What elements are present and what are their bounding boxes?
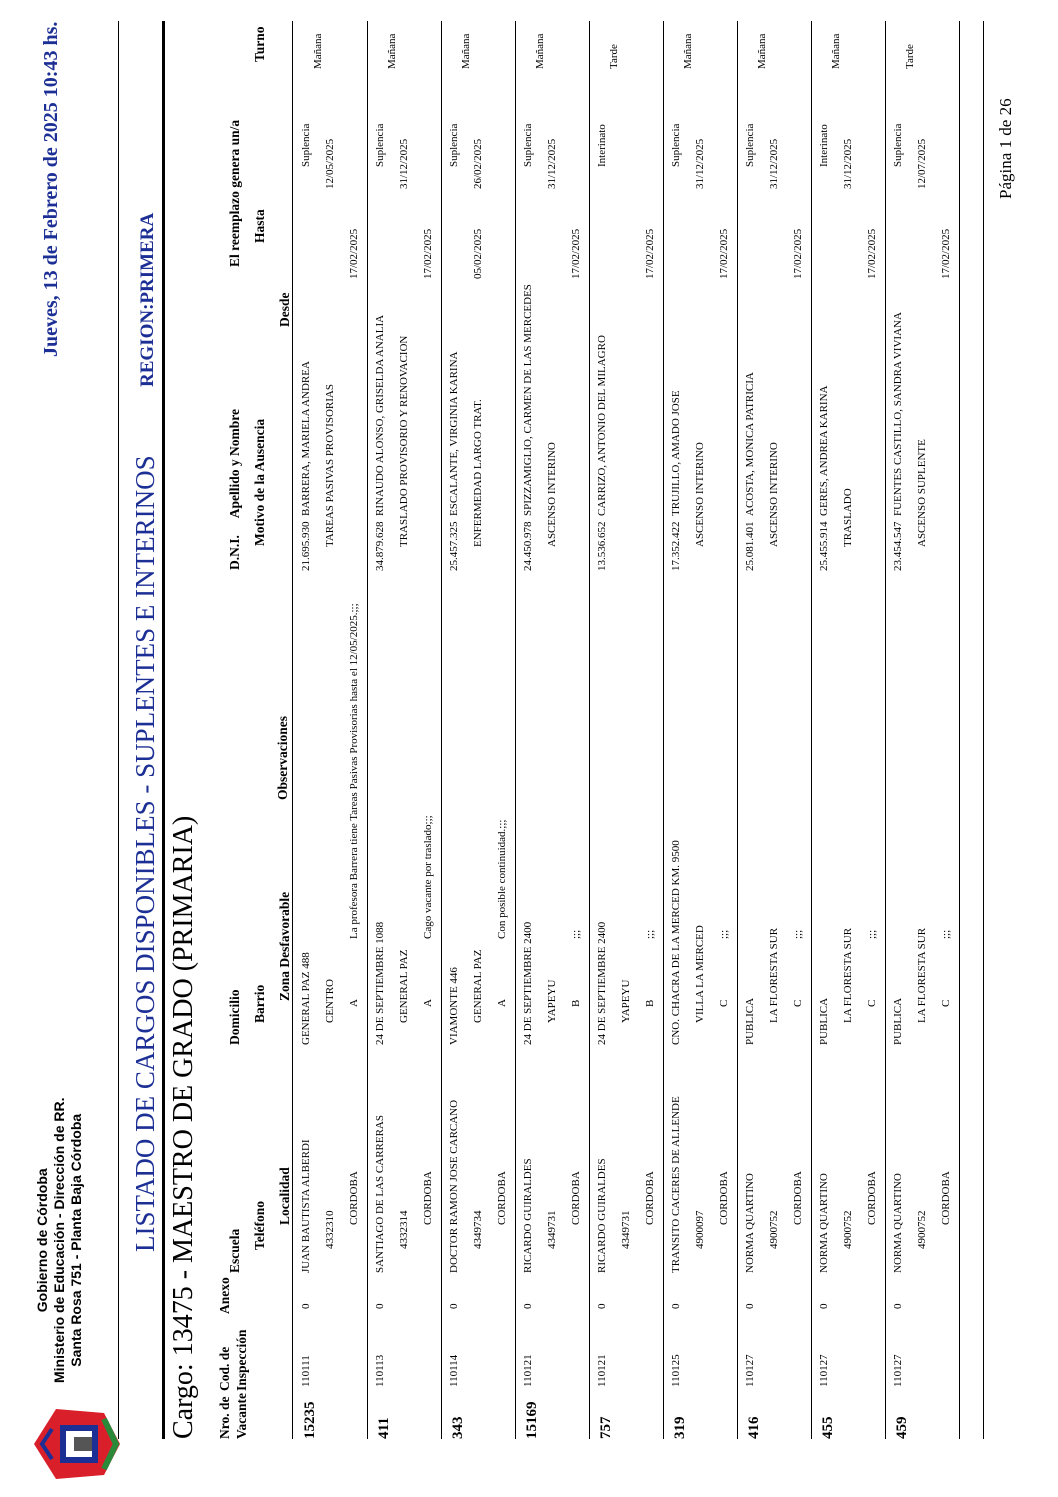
cell-barrio: YAPEYU bbox=[546, 979, 558, 1023]
cell-zona: B bbox=[570, 999, 582, 1007]
header-desde: Desde bbox=[277, 292, 292, 327]
cell-dni: 34.879.628 bbox=[374, 521, 386, 571]
cell-barrio: GENERAL PAZ bbox=[472, 949, 484, 1023]
cell-genera: Interinato bbox=[596, 124, 608, 167]
cell-cod: 110127 bbox=[744, 1354, 756, 1387]
cell-turno: Mañana bbox=[312, 33, 324, 69]
cell-telefono: 4332314 bbox=[398, 1210, 410, 1249]
header-reemplazo-group bbox=[222, 120, 297, 327]
cell-desde: 17/02/2025 bbox=[940, 228, 952, 279]
cell-dni-nombre bbox=[294, 361, 318, 571]
cell-observaciones: La profesora Barrera tiene Tareas Pasivas Provisorias hasta el 12/05/2025.;;; bbox=[348, 603, 360, 939]
cell-barrio: CENTRO bbox=[324, 979, 336, 1023]
cell-nro: 15235 bbox=[302, 1401, 318, 1439]
cell-nro: 15169 bbox=[524, 1401, 540, 1439]
cell-hasta: 31/12/2025 bbox=[842, 138, 854, 189]
cell-motivo: ASCENSO INTERINO bbox=[546, 442, 558, 547]
cell-nro: 411 bbox=[376, 1417, 392, 1439]
cell-dni: 13.536.652 bbox=[596, 521, 608, 571]
cell-turno: Tarde bbox=[904, 44, 916, 69]
cell-desde: 17/02/2025 bbox=[422, 228, 434, 279]
cell-domicilio: 24 DE SEPTIEMBRE 1088 bbox=[374, 921, 386, 1045]
cell-genera: Suplencia bbox=[448, 123, 460, 167]
cell-motivo: ASCENSO INTERINO bbox=[694, 442, 706, 547]
cell-anexo: 0 bbox=[300, 1303, 312, 1309]
footer-divider bbox=[983, 21, 984, 1439]
cell-barrio: VILLA LA MERCED bbox=[694, 925, 706, 1023]
cell-observaciones: ;;; bbox=[866, 929, 878, 939]
cell-observaciones: ;;; bbox=[792, 929, 804, 939]
cell-nombre: BARRERA, MARIELA ANDREA bbox=[300, 361, 312, 516]
cell-dni-nombre bbox=[442, 352, 466, 571]
cell-nombre: GERES, ANDREA KARINA bbox=[818, 385, 830, 516]
cell-escuela: NORMA QUARTINO bbox=[818, 1173, 830, 1273]
cell-turno: Tarde bbox=[608, 44, 620, 69]
cell-localidad: CORDOBA bbox=[570, 1171, 582, 1225]
header-motivo: Motivo de la Ausencia bbox=[252, 418, 267, 546]
cell-turno: Mañana bbox=[460, 33, 472, 69]
header-anexo: Anexo bbox=[217, 1277, 232, 1314]
cell-escuela: DOCTOR RAMON JOSE CARCANO bbox=[448, 1099, 460, 1273]
cell-dni: 23.454.547 bbox=[892, 521, 904, 571]
cell-hasta: 31/12/2025 bbox=[398, 138, 410, 189]
cell-domicilio: 24 DE SEPTIEMBRE 2400 bbox=[596, 921, 608, 1045]
cell-genera: Suplencia bbox=[670, 123, 682, 167]
cell-nro: 343 bbox=[450, 1416, 466, 1439]
cell-escuela: RICARDO GUIRALDES bbox=[596, 1158, 608, 1273]
cell-cod: 110113 bbox=[374, 1354, 386, 1387]
cell-nro: 459 bbox=[894, 1416, 910, 1439]
cell-motivo: TRASLADO bbox=[842, 488, 854, 547]
cell-genera: Suplencia bbox=[522, 123, 534, 167]
table-row bbox=[812, 21, 886, 1439]
org-name: Gobierno de Córdoba bbox=[34, 1168, 50, 1313]
org-address: Santa Rosa 751 - Planta Baja Córdoba bbox=[68, 1113, 84, 1367]
cell-telefono: 4900097 bbox=[694, 1210, 706, 1249]
cell-genera: Suplencia bbox=[892, 123, 904, 167]
page-number: Página 1 de 26 bbox=[996, 98, 1015, 199]
cell-genera: Suplencia bbox=[744, 123, 756, 167]
region-label: REGION:PRIMERA bbox=[137, 212, 158, 387]
cell-hasta: 31/12/2025 bbox=[768, 138, 780, 189]
cell-observaciones: Con posible continuidad.;;; bbox=[496, 819, 508, 939]
cell-zona: C bbox=[940, 999, 952, 1007]
cell-nombre: TRUJILLO, AMADO JOSE bbox=[670, 390, 682, 516]
cell-turno: Mañana bbox=[682, 33, 694, 69]
table-row bbox=[738, 21, 812, 1439]
header-escuela-group bbox=[222, 1167, 297, 1273]
cell-domicilio: PUBLICA bbox=[744, 997, 756, 1045]
cell-telefono: 4900752 bbox=[916, 1210, 928, 1249]
cell-zona: C bbox=[718, 999, 730, 1007]
cell-cod: 110121 bbox=[522, 1354, 534, 1387]
cell-hasta: 12/07/2025 bbox=[916, 138, 928, 189]
cell-nro: 416 bbox=[746, 1416, 762, 1439]
header-hasta: Hasta bbox=[252, 209, 267, 243]
cell-zona: A bbox=[496, 999, 508, 1007]
cell-anexo: 0 bbox=[744, 1303, 756, 1309]
cell-escuela: RICARDO GUIRALDES bbox=[522, 1158, 534, 1273]
header-reemplazo: El reemplazo genera un/a bbox=[227, 119, 242, 267]
table-row bbox=[664, 21, 738, 1439]
cell-localidad: CORDOBA bbox=[422, 1171, 434, 1225]
cell-telefono: 4900752 bbox=[842, 1210, 854, 1249]
cell-motivo: TAREAS PASIVAS PROVISORIAS bbox=[324, 384, 336, 547]
cell-nro: 319 bbox=[672, 1416, 688, 1439]
cell-zona: A bbox=[422, 999, 434, 1007]
cell-motivo: ASCENSO SUPLENTE bbox=[916, 439, 928, 547]
cell-localidad: CORDOBA bbox=[866, 1171, 878, 1225]
cell-nombre: CARRIZO, ANTONIO DEL MILAGRO bbox=[596, 335, 608, 516]
org-ministry: Ministerio de Educación - Dirección de RR. bbox=[51, 1097, 67, 1383]
cell-domicilio: PUBLICA bbox=[892, 997, 904, 1045]
cell-barrio: LA FLORESTA SUR bbox=[768, 927, 780, 1023]
cell-anexo: 0 bbox=[892, 1303, 904, 1309]
cell-nombre: ESCALANTE, VIRGINIA KARINA bbox=[448, 351, 460, 516]
cell-domicilio: VIAMONTE 446 bbox=[448, 967, 460, 1045]
cell-observaciones: Cago vacante por traslado;;; bbox=[422, 815, 434, 939]
cell-domicilio: 24 DE SEPTIEMBRE 2400 bbox=[522, 921, 534, 1045]
cell-dni-nombre bbox=[886, 312, 910, 571]
header-observaciones: Observaciones bbox=[275, 716, 290, 800]
cell-cod: 110111 bbox=[300, 1355, 312, 1387]
cell-motivo: ASCENSO INTERINO bbox=[768, 442, 780, 547]
cell-domicilio: PUBLICA bbox=[818, 997, 830, 1045]
cell-turno: Mañana bbox=[534, 33, 546, 69]
cell-turno: Mañana bbox=[756, 33, 768, 69]
cell-cod: 110114 bbox=[448, 1354, 460, 1387]
cell-localidad: CORDOBA bbox=[940, 1171, 952, 1225]
header-persona-group bbox=[222, 409, 272, 570]
cell-desde: 05/02/2025 bbox=[472, 228, 484, 279]
cell-escuela: TRANSITO CACERES DE ALLENDE bbox=[670, 1096, 682, 1273]
cell-genera: Suplencia bbox=[374, 123, 386, 167]
cell-hasta: 12/05/2025 bbox=[324, 138, 336, 189]
header-cod-inspeccion: Cod. de Inspección bbox=[217, 1329, 249, 1391]
cell-localidad: CORDOBA bbox=[348, 1171, 360, 1225]
cell-anexo: 0 bbox=[596, 1303, 608, 1309]
cell-dni: 21.695.930 bbox=[300, 521, 312, 571]
cell-motivo: TRASLADO PROVISORIO Y RENOVACION bbox=[398, 335, 410, 547]
cell-telefono: 4900752 bbox=[768, 1210, 780, 1249]
cell-dni: 25.457.325 bbox=[448, 521, 460, 571]
cargo-divider bbox=[162, 21, 165, 1439]
cell-dni: 24.450.978 bbox=[522, 521, 534, 571]
cell-desde: 17/02/2025 bbox=[348, 228, 360, 279]
top-divider bbox=[118, 21, 119, 1439]
cell-genera: Interinato bbox=[818, 124, 830, 167]
cell-localidad: CORDOBA bbox=[496, 1171, 508, 1225]
cell-turno: Mañana bbox=[830, 33, 842, 69]
cell-desde: 17/02/2025 bbox=[718, 228, 730, 279]
table-row bbox=[590, 21, 664, 1439]
cell-motivo: ENFERMEDAD LARGO TRAT. bbox=[472, 399, 484, 547]
cell-zona: C bbox=[866, 999, 878, 1007]
cell-zona: C bbox=[792, 999, 804, 1007]
header-telefono: Teléfono bbox=[252, 1200, 267, 1250]
cell-barrio: GENERAL PAZ bbox=[398, 949, 410, 1023]
cell-observaciones: ;;; bbox=[644, 929, 656, 939]
header-domicilio: Domicilio bbox=[227, 989, 242, 1045]
cargo-heading: Cargo: 13475 - MAESTRO DE GRADO (PRIMARIA) bbox=[168, 815, 199, 1439]
cell-telefono: 4349731 bbox=[620, 1210, 632, 1249]
cell-domicilio: CNO. CHACRA DE LA MERCED KM. 9500 bbox=[670, 840, 682, 1045]
cell-observaciones: ;;; bbox=[570, 929, 582, 939]
cell-nombre: FUENTES CASTILLO, SANDRA VIVIANA bbox=[892, 312, 904, 516]
cell-observaciones: ;;; bbox=[940, 929, 952, 939]
header-nro: Nro. de Vacante bbox=[217, 1393, 249, 1439]
cell-observaciones: ;;; bbox=[718, 929, 730, 939]
header-apellido: Apellido y Nombre bbox=[227, 408, 242, 519]
header-escuela: Escuela bbox=[227, 1228, 242, 1273]
cordoba-coat-of-arms-logo bbox=[30, 1399, 122, 1489]
report-date: Jueves, 13 de Febrero de 2025 10:43 hs. bbox=[40, 21, 62, 357]
header-barrio: Barrio bbox=[252, 984, 267, 1023]
cell-nro: 757 bbox=[598, 1416, 614, 1439]
cell-dni-nombre bbox=[738, 372, 762, 571]
cell-turno: Mañana bbox=[386, 33, 398, 69]
cell-nombre: RINAUDO ALONSO, GRISELDA ANALIA bbox=[374, 314, 386, 516]
cell-anexo: 0 bbox=[670, 1303, 682, 1309]
cell-nombre: SPIZZAMIGLIO, CARMEN DE LAS MERCEDES bbox=[522, 284, 534, 516]
cell-desde: 17/02/2025 bbox=[570, 228, 582, 279]
cell-dni-nombre bbox=[812, 386, 836, 571]
cell-cod: 110127 bbox=[892, 1354, 904, 1387]
cell-nombre: ACOSTA, MONICA PATRICIA bbox=[744, 372, 756, 516]
cell-desde: 17/02/2025 bbox=[792, 228, 804, 279]
cell-desde: 17/02/2025 bbox=[644, 228, 656, 279]
cell-telefono: 4349731 bbox=[546, 1210, 558, 1249]
table-row bbox=[516, 21, 590, 1439]
cell-cod: 110125 bbox=[670, 1354, 682, 1387]
header-dni: D.N.I. bbox=[227, 535, 242, 570]
table-row bbox=[368, 21, 442, 1439]
cell-dni-nombre bbox=[664, 390, 688, 571]
cell-zona: B bbox=[644, 999, 656, 1007]
cell-dni-nombre bbox=[590, 335, 614, 571]
cell-anexo: 0 bbox=[448, 1303, 460, 1309]
cell-escuela: JUAN BAUTISTA ALBERDI bbox=[300, 1139, 312, 1273]
cell-zona: A bbox=[348, 999, 360, 1007]
header-domicilio-group bbox=[222, 892, 297, 1045]
cell-dni-nombre bbox=[368, 315, 392, 571]
cell-genera: Suplencia bbox=[300, 123, 312, 167]
header-turno: Turno bbox=[252, 26, 267, 62]
header-divider bbox=[292, 21, 293, 1439]
header-localidad: Localidad bbox=[277, 1167, 292, 1225]
cell-cod: 110127 bbox=[818, 1354, 830, 1387]
cell-anexo: 0 bbox=[522, 1303, 534, 1309]
cell-escuela: SANTIAGO DE LAS CARRERAS bbox=[374, 1115, 386, 1273]
organization-block bbox=[34, 1098, 85, 1384]
cell-telefono: 4349734 bbox=[472, 1210, 484, 1249]
table-row bbox=[294, 21, 368, 1439]
cell-anexo: 0 bbox=[818, 1303, 830, 1309]
table-row bbox=[442, 21, 516, 1439]
cell-anexo: 0 bbox=[374, 1303, 386, 1309]
cell-barrio: LA FLORESTA SUR bbox=[916, 927, 928, 1023]
cell-domicilio: GENERAL PAZ 488 bbox=[300, 952, 312, 1045]
cell-localidad: CORDOBA bbox=[644, 1171, 656, 1225]
cell-dni: 25.081.401 bbox=[744, 521, 756, 571]
document-title: LISTADO DE CARGOS DISPONIBLES - SUPLENTES E INTERINOS bbox=[130, 455, 160, 1252]
table-row bbox=[886, 21, 960, 1439]
cell-desde: 17/02/2025 bbox=[866, 228, 878, 279]
cell-escuela: NORMA QUARTINO bbox=[744, 1173, 756, 1273]
cell-barrio: LA FLORESTA SUR bbox=[842, 927, 854, 1023]
cell-escuela: NORMA QUARTINO bbox=[892, 1173, 904, 1273]
cell-localidad: CORDOBA bbox=[718, 1171, 730, 1225]
cell-hasta: 31/12/2025 bbox=[546, 138, 558, 189]
cell-dni: 25.455.914 bbox=[818, 521, 830, 571]
header-zona: Zona Desfavorable bbox=[277, 891, 292, 1001]
cell-hasta: 26/02/2025 bbox=[472, 138, 484, 189]
cell-dni-nombre bbox=[516, 284, 540, 571]
cell-hasta: 31/12/2025 bbox=[694, 138, 706, 189]
cell-cod: 110121 bbox=[596, 1354, 608, 1387]
cell-barrio: YAPEYU bbox=[620, 979, 632, 1023]
cell-localidad: CORDOBA bbox=[792, 1171, 804, 1225]
cell-dni: 17.352.422 bbox=[670, 521, 682, 571]
cell-nro: 455 bbox=[820, 1416, 836, 1439]
cell-telefono: 4332310 bbox=[324, 1210, 336, 1249]
